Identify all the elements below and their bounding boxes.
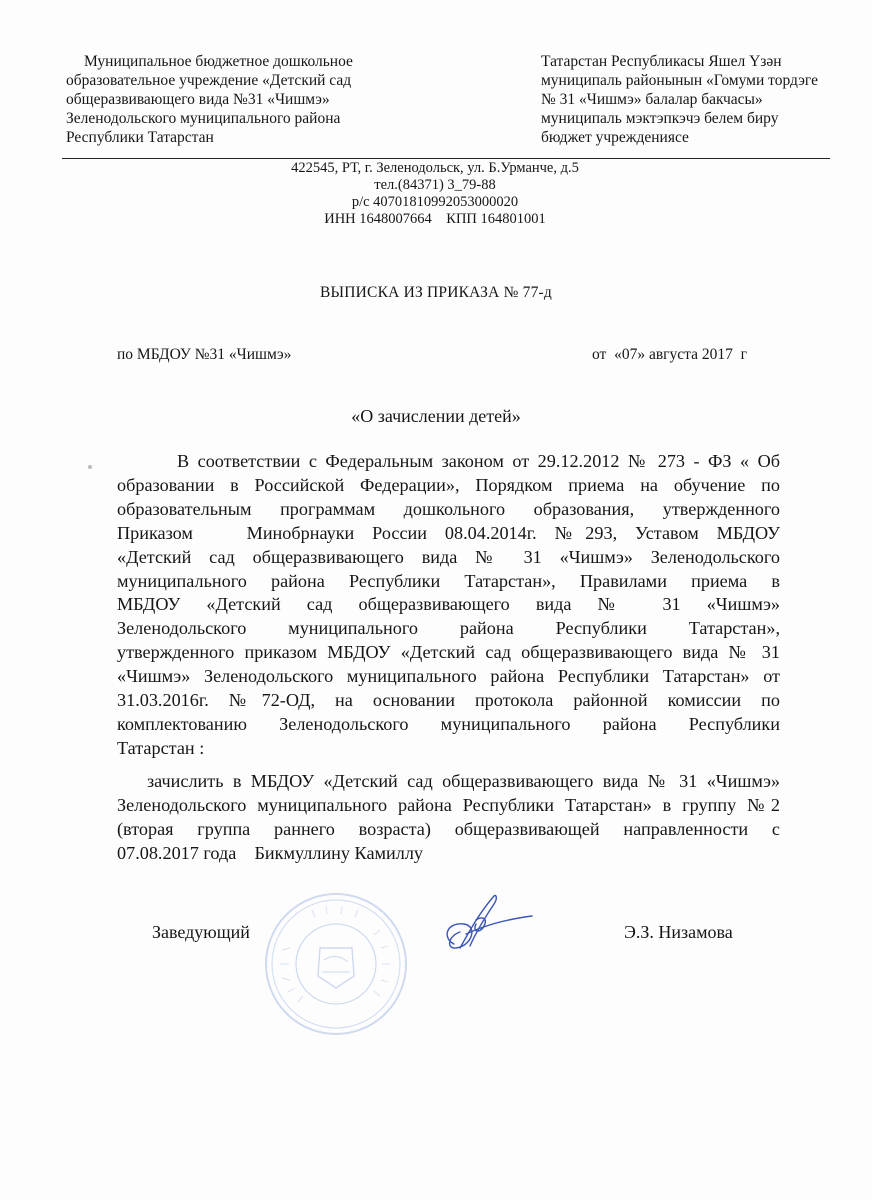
body-line: МБДОУ «Детский сад общеразвивающего вида № 31 «Чишмэ»	[117, 594, 780, 615]
header-right-line: Татарстан Республикасы Яшел Үзән	[541, 53, 782, 70]
body-line: утвержденного приказом МБДОУ «Детский сад общеразвивающего вида № 31	[117, 642, 780, 663]
contact-phone: тел.(84371) 3_79-88	[374, 177, 496, 193]
header-left-line: общеразвивающего вида №31 «Чишмэ»	[66, 91, 330, 108]
document-org: по МБДОУ №31 «Чишмэ»	[117, 346, 292, 363]
header-left-line: Республики Татарстан	[66, 129, 214, 146]
contact-inn-kpp: ИНН 1648007664 КПП 164801001	[324, 211, 546, 227]
body-line: комплектованию Зеленодольского муниципального района Республики	[117, 713, 780, 734]
body-line: муниципального района Республики Татарстан», Правилами приема в	[117, 570, 780, 591]
document-title: ВЫПИСКА ИЗ ПРИКАЗА № 77-д	[319, 284, 553, 301]
decree-line: (вторая группа раннего возраста) общеразвивающей направленности с	[117, 818, 780, 839]
body-line: «Детский сад общеразвивающего вида № 31 «Чишмэ» Зеленодольского	[117, 546, 780, 567]
decree-line: зачислить в МБДОУ «Детский сад общеразвивающего вида № 31 «Чишмэ»	[147, 771, 780, 791]
body-paragraph	[117, 450, 780, 761]
body-line: В соответствии с Федеральным законом от 29.12.2012 № 273 - ФЗ « Об	[177, 451, 780, 471]
header-left-block	[66, 52, 426, 147]
decree-line: Зеленодольского муниципального района Республики Татарстан» в группу №2	[117, 794, 780, 815]
header-right-line: № 31 «Чишмэ» балалар бакчасы»	[541, 91, 763, 108]
document-date: от «07» августа 2017 г	[592, 346, 747, 363]
header-left-line: Муниципальное бюджетное дошкольное	[84, 53, 353, 70]
header-right-line: бюджет учреждениясе	[541, 129, 689, 146]
body-line: Зеленодольского муниципального района Республики Татарстан»,	[117, 618, 780, 639]
header-right-block	[541, 52, 841, 147]
header-divider	[62, 158, 830, 159]
scan-speck	[88, 465, 92, 469]
contacts-block	[200, 160, 670, 228]
document-subject: «О зачислении детей»	[351, 406, 521, 426]
signatory-name: Э.З. Низамова	[624, 922, 733, 942]
body-line: образовании в Российской Федерации», Порядком приема на обучение по	[117, 474, 780, 495]
body-line: «Чишмэ» Зеленодольского муниципального района Республики Татарстан» от	[117, 666, 780, 687]
header-right-line: муниципаль районынын «Гомуми тордэге	[541, 72, 818, 89]
contact-address: 422545, РТ, г. Зеленодольск, ул. Б.Урманче, д.5	[291, 160, 579, 176]
header-right-line: муниципаль мэктэпкэчэ белем биру	[541, 110, 779, 127]
decree-paragraph	[117, 770, 780, 866]
handwritten-signature	[436, 886, 536, 966]
header-left-line: Зеленодольского муниципального района	[66, 110, 341, 127]
body-line: Приказом Минобрнауки России 08.04.2014г. №293, Уставом МБДОУ	[117, 522, 780, 543]
official-stamp	[262, 890, 410, 1038]
signatory-role: Заведующий	[152, 922, 250, 942]
decree-line: 07.08.2017 года Бикмуллину Камиллу	[117, 842, 424, 863]
header-left-line: образовательное учреждение «Детский сад	[66, 72, 352, 89]
contact-account: р/с 40701810992053000020	[351, 194, 519, 210]
body-line: Татарстан :	[117, 737, 205, 758]
body-line: образовательным программам дошкольного образования, утвержденного	[117, 498, 780, 519]
body-line: 31.03.2016г. №72-ОД, на основании протокола районной комиссии по	[117, 690, 780, 711]
